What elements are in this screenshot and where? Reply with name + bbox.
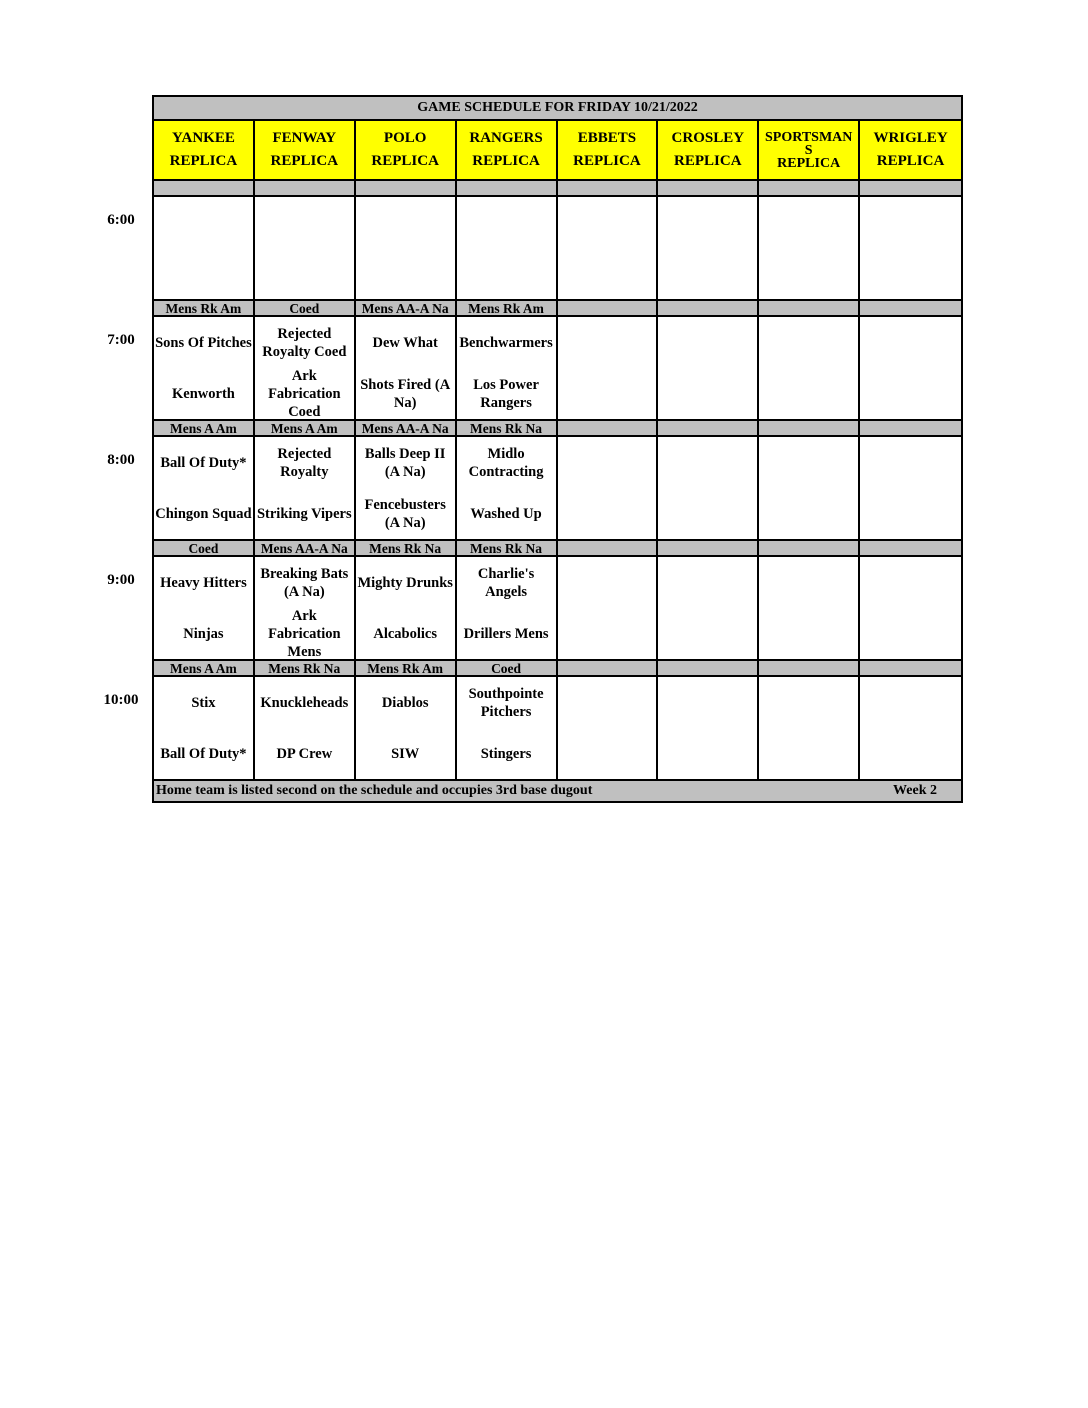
game-cell <box>457 317 558 421</box>
field-suffix: REPLICA <box>371 153 439 169</box>
field-header <box>154 121 255 181</box>
division-label <box>255 181 356 197</box>
field-header <box>356 121 457 181</box>
division-label: Mens Rk Na <box>457 541 558 557</box>
game-cell <box>457 557 558 661</box>
game-cell <box>255 677 356 781</box>
home-team <box>658 608 757 659</box>
game-cell <box>154 317 255 421</box>
home-team: Ninjas <box>183 625 224 642</box>
home-team <box>558 368 657 419</box>
home-team: Los Power Rangers <box>473 376 539 411</box>
game-cell <box>255 437 356 541</box>
field-suffix: REPLICA <box>472 153 540 169</box>
away-team <box>457 197 556 248</box>
field-name: CROSLEY <box>671 130 745 146</box>
division-label <box>759 181 860 197</box>
home-team <box>558 728 657 779</box>
time-label: 8:00 <box>107 452 135 468</box>
game-cell <box>356 677 457 781</box>
game-cell <box>457 437 558 541</box>
away-team <box>154 197 253 248</box>
division-label: Mens Rk Na <box>356 541 457 557</box>
division-label <box>558 181 659 197</box>
division-label: Coed <box>457 661 558 677</box>
away-team <box>860 317 961 368</box>
division-label <box>558 421 659 437</box>
home-team <box>759 728 858 779</box>
division-label <box>658 181 759 197</box>
field-name: POLO <box>383 130 427 146</box>
division-label: Mens A Am <box>255 421 356 437</box>
home-team: DP Crew <box>276 745 333 762</box>
home-team <box>759 488 858 539</box>
game-cell <box>558 197 659 301</box>
field-name: FENWAY <box>272 130 337 146</box>
division-label: Coed <box>255 301 356 317</box>
field-header <box>759 121 860 181</box>
field-header <box>457 121 558 181</box>
division-label: Mens A Am <box>154 421 255 437</box>
away-team: Dew What <box>372 334 438 351</box>
home-team <box>356 248 455 299</box>
home-team: Chingon Squad <box>155 505 252 522</box>
game-cell <box>860 197 961 301</box>
home-team <box>860 368 961 419</box>
time-label: 7:00 <box>107 332 135 348</box>
division-label <box>860 541 961 557</box>
home-team: Washed Up <box>470 505 542 522</box>
division-label <box>558 661 659 677</box>
home-team: Ark Fabrication Mens <box>268 608 341 659</box>
away-team: Breaking Bats (A Na) <box>260 565 349 600</box>
division-label <box>759 661 860 677</box>
division-label: Mens Rk Am <box>356 661 457 677</box>
division-label <box>759 541 860 557</box>
home-team: Shots Fired (A Na) <box>360 376 451 411</box>
away-team <box>558 197 657 248</box>
game-cell <box>759 557 860 661</box>
game-cell <box>658 557 759 661</box>
division-label <box>759 301 860 317</box>
division-label: Mens AA-A Na <box>356 301 457 317</box>
division-label <box>860 301 961 317</box>
away-team <box>759 317 858 368</box>
away-team: Mighty Drunks <box>357 574 453 591</box>
division-label: Mens AA-A Na <box>255 541 356 557</box>
away-team <box>558 557 657 608</box>
game-cell <box>356 197 457 301</box>
division-label <box>658 421 759 437</box>
home-team <box>759 248 858 299</box>
away-team: Charlie's Angels <box>477 565 535 600</box>
home-team <box>558 248 657 299</box>
game-cell <box>255 557 356 661</box>
game-cell <box>457 197 558 301</box>
game-cell <box>759 197 860 301</box>
home-team <box>860 728 961 779</box>
field-suffix: REPLICA <box>674 153 742 169</box>
away-team: Rejected Royalty Coed <box>262 325 347 360</box>
away-team <box>658 437 757 488</box>
game-cell <box>860 677 961 781</box>
field-header <box>558 121 659 181</box>
game-cell <box>759 437 860 541</box>
division-label <box>356 181 457 197</box>
field-name: EBBETS <box>577 130 637 146</box>
game-cell <box>154 437 255 541</box>
field-suffix: REPLICA <box>573 153 641 169</box>
division-label <box>860 181 961 197</box>
field-name: RANGERS <box>469 130 543 146</box>
home-team: SIW <box>391 745 420 762</box>
away-team: Diablos <box>381 694 429 711</box>
home-team <box>759 368 858 419</box>
field-suffix: REPLICA <box>169 153 238 169</box>
division-label: Mens Rk Am <box>154 301 255 317</box>
away-team <box>759 437 858 488</box>
away-team <box>658 317 757 368</box>
away-team <box>356 197 455 248</box>
game-cell <box>457 677 558 781</box>
field-header <box>255 121 356 181</box>
field-suffix: REPLICA <box>876 153 945 169</box>
game-cell <box>860 437 961 541</box>
home-team-note: Home team is listed second on the schedule and occupies 3rd base dugout <box>156 783 593 798</box>
game-cell <box>356 557 457 661</box>
away-team: Stix <box>191 694 216 711</box>
away-team: Benchwarmers <box>459 334 553 351</box>
division-label: Mens Rk Na <box>457 421 558 437</box>
division-label: Mens AA-A Na <box>356 421 457 437</box>
field-name: YANKEE <box>172 130 235 146</box>
division-label <box>759 421 860 437</box>
schedule-title: GAME SCHEDULE FOR FRIDAY 10/21/2022 <box>154 97 961 121</box>
away-team <box>860 557 961 608</box>
field-name: WRIGLEY <box>873 130 948 146</box>
away-team <box>255 197 354 248</box>
away-team: Balls Deep II (A Na) <box>364 445 446 480</box>
away-team <box>860 677 961 728</box>
home-team: Drillers Mens <box>463 625 549 642</box>
division-label <box>658 661 759 677</box>
game-cell <box>356 317 457 421</box>
game-cell <box>759 677 860 781</box>
division-label <box>658 301 759 317</box>
away-team <box>558 437 657 488</box>
field-suffix: REPLICA <box>777 155 841 171</box>
away-team <box>658 677 757 728</box>
field-name: SPORTSMAN <box>764 129 853 145</box>
schedule-table <box>152 95 963 803</box>
division-label <box>457 181 558 197</box>
home-team: Ark Fabrication Coed <box>268 368 341 419</box>
away-team <box>558 317 657 368</box>
home-team <box>759 608 858 659</box>
home-team: Stingers <box>480 745 532 762</box>
away-team <box>759 197 858 248</box>
division-label <box>860 421 961 437</box>
time-label: 10:00 <box>103 692 139 708</box>
game-cell <box>658 317 759 421</box>
away-team <box>759 557 858 608</box>
away-team: Heavy Hitters <box>160 574 247 591</box>
division-label: Coed <box>154 541 255 557</box>
home-team: Ball Of Duty* <box>160 745 247 762</box>
game-cell <box>154 197 255 301</box>
home-team: Alcabolics <box>373 625 437 642</box>
game-cell <box>658 437 759 541</box>
away-team <box>658 197 757 248</box>
home-team <box>658 368 757 419</box>
game-cell <box>558 317 659 421</box>
game-cell <box>154 557 255 661</box>
game-cell <box>658 197 759 301</box>
away-team <box>558 677 657 728</box>
game-cell <box>154 677 255 781</box>
home-team <box>558 608 657 659</box>
home-team <box>860 488 961 539</box>
home-team: Kenworth <box>172 385 235 402</box>
division-label: Mens Rk Na <box>255 661 356 677</box>
schedule-grid <box>154 121 961 781</box>
game-cell <box>356 437 457 541</box>
division-label: Mens A Am <box>154 661 255 677</box>
game-cell <box>759 317 860 421</box>
division-label: Mens Rk Am <box>457 301 558 317</box>
game-cell <box>558 557 659 661</box>
schedule-footer <box>154 781 961 801</box>
away-team: Southpointe Pitchers <box>468 685 544 720</box>
division-label <box>558 541 659 557</box>
game-cell <box>860 317 961 421</box>
away-team <box>759 677 858 728</box>
week-label: Week 2 <box>893 783 937 798</box>
game-cell <box>558 437 659 541</box>
division-label <box>860 661 961 677</box>
game-cell <box>860 557 961 661</box>
field-suffix: REPLICA <box>270 153 339 169</box>
away-team: Midlo Contracting <box>468 445 544 480</box>
field-header <box>658 121 759 181</box>
home-team: Fencebusters (A Na) <box>364 496 446 531</box>
away-team <box>860 197 961 248</box>
time-label: 9:00 <box>107 572 135 588</box>
away-team: Knuckleheads <box>260 694 349 711</box>
away-team <box>860 437 961 488</box>
home-team <box>658 728 757 779</box>
division-label <box>558 301 659 317</box>
away-team: Sons Of Pitches <box>155 334 252 351</box>
home-team: Striking Vipers <box>256 505 352 522</box>
division-label <box>658 541 759 557</box>
home-team <box>255 248 354 299</box>
field-header <box>860 121 961 181</box>
home-team <box>658 248 757 299</box>
home-team <box>860 608 961 659</box>
game-cell <box>658 677 759 781</box>
away-team <box>658 557 757 608</box>
home-team <box>558 488 657 539</box>
home-team <box>154 248 253 299</box>
away-team: Rejected Royalty <box>277 445 332 480</box>
game-cell <box>558 677 659 781</box>
time-label: 6:00 <box>107 212 135 228</box>
game-cell <box>255 197 356 301</box>
home-team <box>860 248 961 299</box>
away-team: Ball Of Duty* <box>160 454 247 471</box>
field-name-wrap: S <box>804 142 813 158</box>
game-cell <box>255 317 356 421</box>
division-label <box>154 181 255 197</box>
home-team <box>658 488 757 539</box>
home-team <box>457 248 556 299</box>
